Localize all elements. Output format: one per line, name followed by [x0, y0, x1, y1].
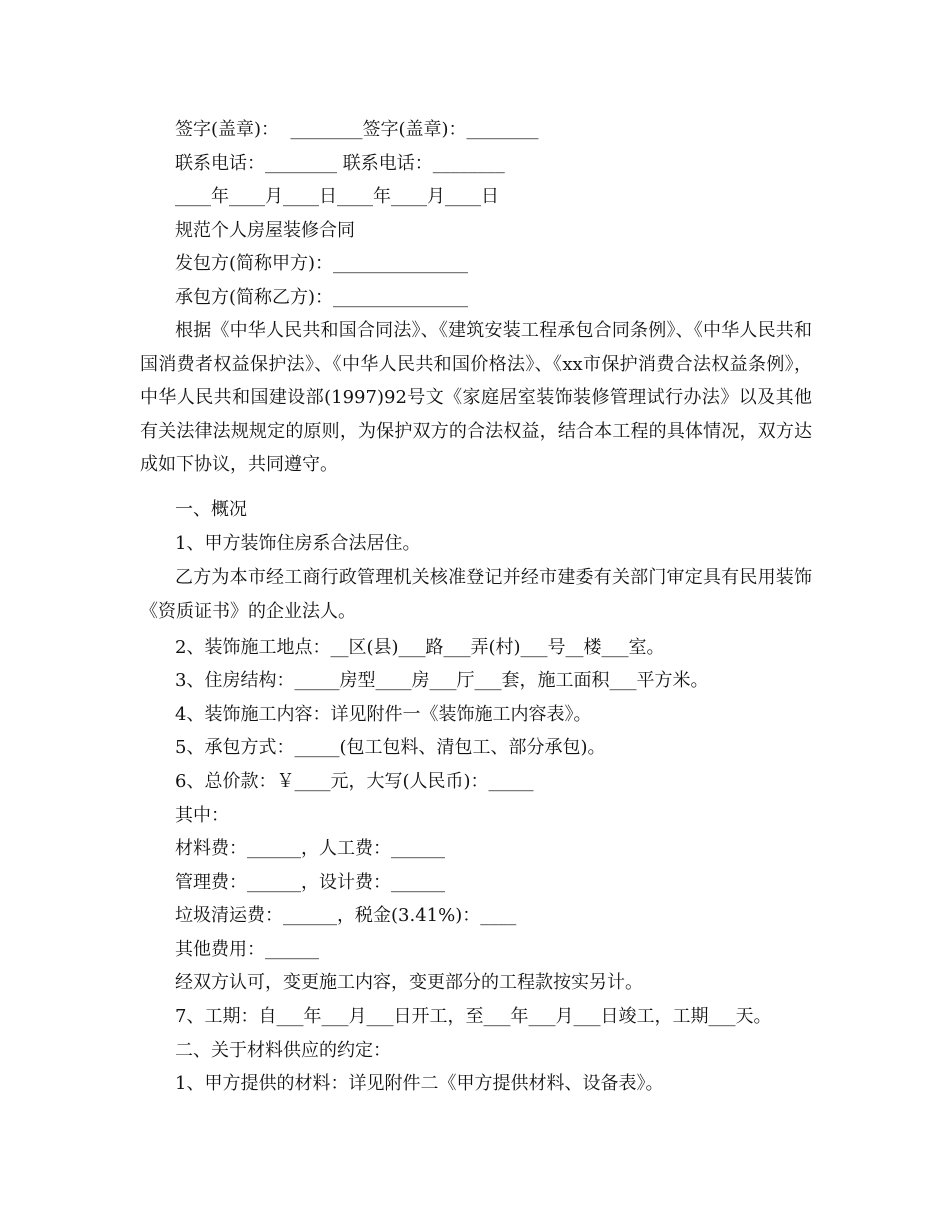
fee-line-2: 管理费：______，设计费：______ — [175, 872, 445, 893]
section1-item6: 6、总价款：￥____元，大写(人民币)：_____ — [175, 771, 534, 792]
contract-title: 规范个人房屋装修合同 — [175, 220, 355, 241]
section1-item1-detail: 乙方为本市经工商行政管理机关核准登记并经市建委有关部门审定具有民用装饰《资质证书》的企业法人。 — [140, 567, 812, 622]
date-line: ____年____月____日____年____月____日 — [175, 186, 499, 207]
section1-item4: 4、装饰施工内容：详见附件一《装饰施工内容表》。 — [175, 704, 592, 725]
signature-line: 签字(盖章)： ________签字(盖章)：________ — [175, 119, 539, 140]
section1-item2: 2、装饰施工地点：__区(县)___路___弄(村)___号__楼___室。 — [175, 637, 665, 658]
among-label: 其中： — [175, 805, 229, 826]
section1-item7: 7、工期：自___年___月___日开工，至___年___月___日竣工，工期___天。 — [175, 1006, 772, 1027]
section1-item1: 1、甲方装饰住房系合法居住。 — [175, 533, 421, 554]
preamble-paragraph: 根据《中华人民共和国合同法》、《建筑安装工程承包合同条例》、《中华人民共和国消费者权益保护法》、《中华人民共和国价格法》、《xx市保护消费合法权益条例》，中华人民共和国建设部(1997)92号文《家庭居室装饰装修管理试行办法》以及其他有关法律法规规定的原则，为保护双方的合法权益，结合本工程的具体情况，双方达成如下协议，共同遵守。 — [140, 320, 812, 476]
party-a-line: 发包方(简称甲方)：_______________ — [175, 253, 469, 274]
section2-item1: 1、甲方提供的材料：详见附件二《甲方提供材料、设备表》。 — [175, 1073, 664, 1094]
section1-item5: 5、承包方式：_____(包工包料、清包工、部分承包)。 — [175, 737, 606, 758]
fee-line-1: 材料费：______，人工费：______ — [175, 838, 445, 859]
phone-line: 联系电话：________ 联系电话：________ — [175, 153, 505, 174]
section1-heading: 一、概况 — [175, 499, 247, 520]
section1-item3: 3、住房结构：_____房型____房___厅___套，施工面积___平方米。 — [175, 670, 709, 691]
party-b-line: 承包方(简称乙方)：_______________ — [175, 287, 469, 308]
change-note: 经双方认可，变更施工内容，变更部分的工程款按实另计。 — [175, 972, 643, 993]
fee-line-4: 其他费用：______ — [175, 939, 319, 960]
section2-heading: 二、关于材料供应的约定： — [175, 1040, 391, 1061]
fee-line-3: 垃圾清运费：______，税金(3.41%)：____ — [175, 905, 517, 926]
